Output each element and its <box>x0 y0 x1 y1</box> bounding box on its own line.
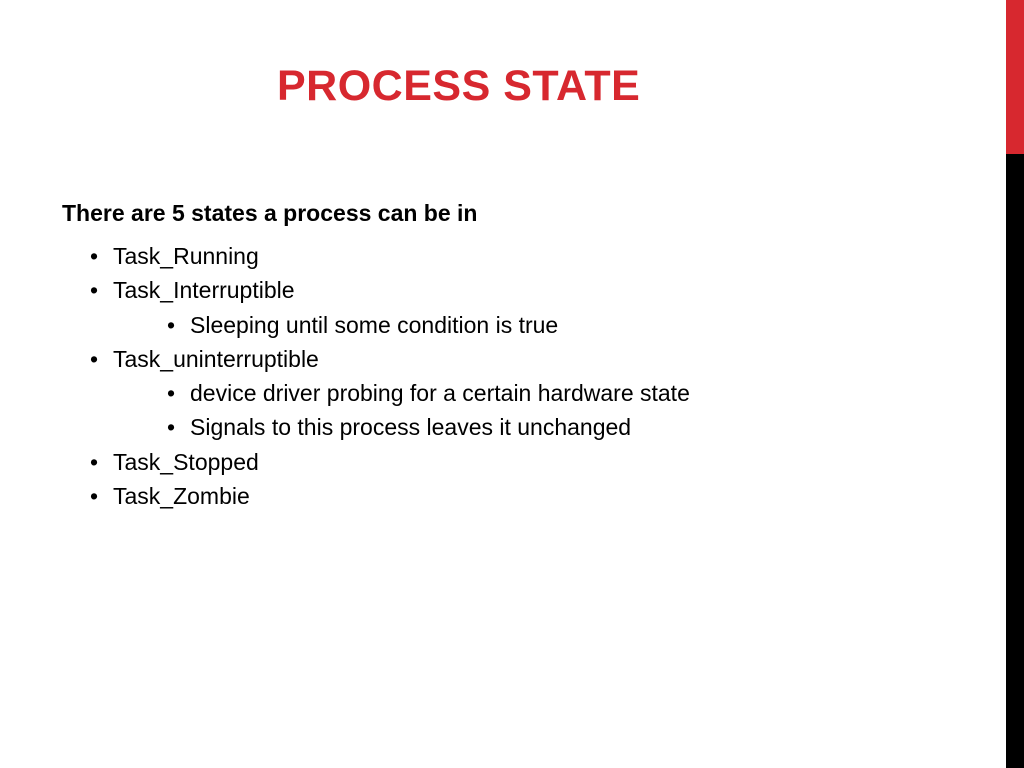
accent-bar-black <box>1006 154 1024 768</box>
bullet-icon: • <box>90 277 99 304</box>
sub-bullet-text: Signals to this process leaves it unchanged <box>190 414 632 441</box>
bullet-icon: • <box>90 483 99 510</box>
intro-text: There are 5 states a process can be in <box>62 200 478 226</box>
bullet-icon: • <box>90 345 99 372</box>
bullet-text: Task_Running <box>113 243 259 269</box>
bullet-text: Task_Zombie <box>113 483 250 510</box>
accent-bar-red <box>1006 0 1024 154</box>
bullet-text: Task_uninterruptible <box>113 345 319 372</box>
slide-title: PROCESS STATE <box>277 62 641 110</box>
sub-bullet-text: device driver probing for a certain hardware state <box>190 380 690 407</box>
bullet-icon: • <box>90 243 99 269</box>
bullet-icon: • <box>90 448 99 475</box>
bullet-text: Task_Stopped <box>113 448 259 475</box>
bullet-icon: • <box>167 414 176 441</box>
bullet-text: Task_Interruptible <box>113 277 295 304</box>
bullet-icon: • <box>167 311 176 338</box>
bullet-icon: • <box>167 380 176 407</box>
sub-bullet-text: Sleeping until some condition is true <box>190 311 559 338</box>
